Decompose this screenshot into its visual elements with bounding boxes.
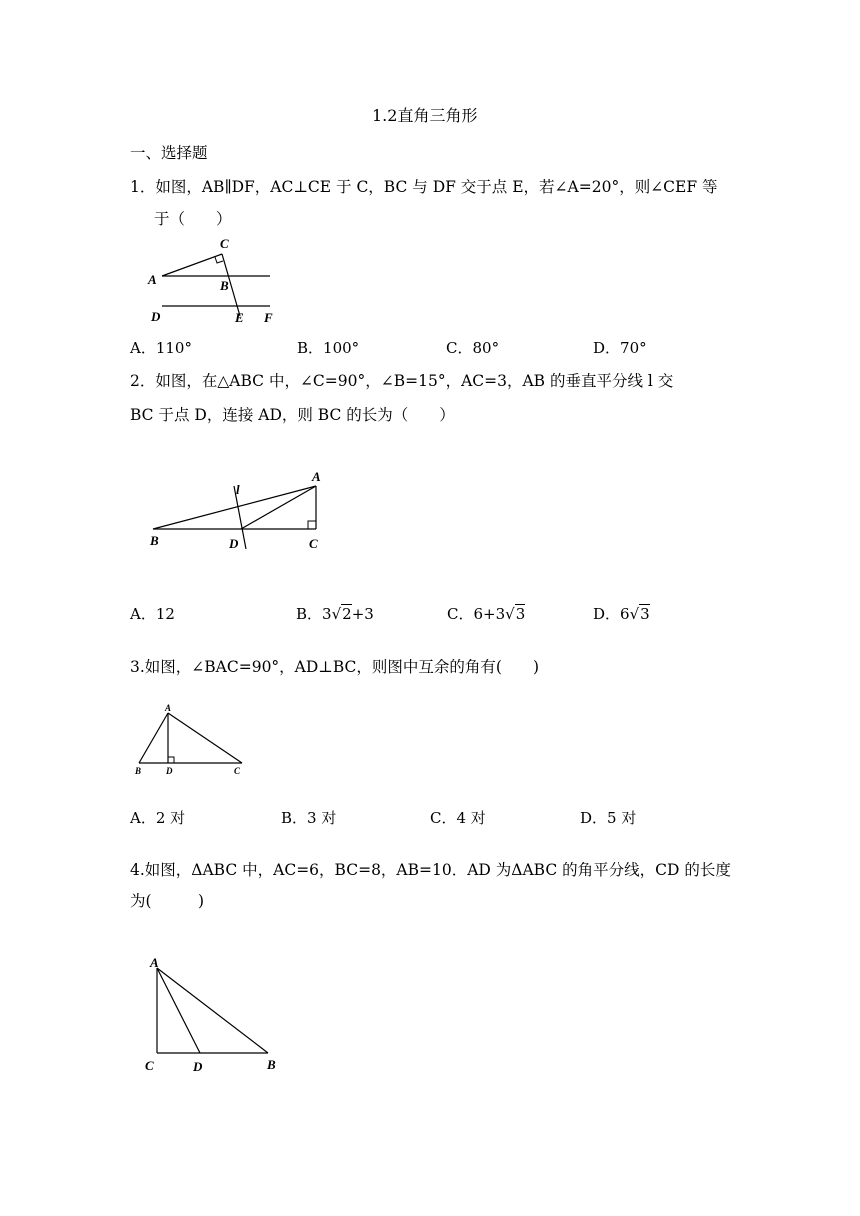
q1-option-b: B．100° [297, 339, 360, 357]
q4-label-c: C [145, 1058, 154, 1073]
q2-option-a: A．12 [130, 605, 175, 623]
q2-option-c [447, 604, 525, 624]
q2-option-c-radicand: 3 [515, 605, 526, 623]
q1-text-line2: 于（ ） [154, 210, 232, 228]
q1-label-b: B [220, 278, 229, 293]
q2-side-ab [153, 486, 316, 529]
q2-figure [145, 466, 335, 556]
q1-label-c: C [220, 236, 229, 251]
q3-option-a: A．2 对 [130, 809, 186, 827]
q2-label-a: A [312, 469, 321, 484]
q1-figure [140, 232, 290, 327]
q3-side-ab [139, 713, 168, 763]
q3-option-c: C．4 对 [430, 809, 486, 827]
q2-option-d [593, 604, 650, 624]
q4-label-a: A [150, 955, 159, 970]
q3-option-d: D．5 对 [580, 809, 637, 827]
q3-label-c: C [234, 766, 241, 776]
q1-option-c: C．80° [446, 339, 500, 357]
q2-text-line2: BC 于点 D，连接 AD，则 BC 的长为（ ） [130, 406, 455, 424]
q2-option-b-radicand: 2 [342, 605, 352, 623]
q2-option-b-suffix: +3 [351, 605, 374, 623]
q3-figure [130, 700, 255, 780]
q4-label-d: D [193, 1059, 203, 1074]
q1-label-e: E [235, 310, 244, 325]
q4-side-ab [157, 968, 268, 1053]
q3-text-line1: 3.如图，∠BAC=90°，AD⊥BC，则图中互余的角有( ) [130, 658, 540, 676]
q1-option-d: D．70° [593, 339, 647, 357]
q4-label-b: B [267, 1057, 276, 1072]
q1-label-d: D [151, 309, 161, 324]
radical-icon: √ [331, 605, 342, 623]
q2-segment-ad [241, 486, 316, 529]
q1-label-a: A [148, 272, 157, 287]
q2-option-d-radicand: 3 [640, 605, 650, 623]
q4-bisector-ad [157, 968, 200, 1053]
q2-right-angle-mark [308, 521, 316, 529]
q3-label-a: A [165, 703, 172, 713]
q1-text-line1: 1．如图，AB∥DF，AC⊥CE 于 C，BC 与 DF 交于点 E，若∠A=20°，则∠CEF 等 [130, 178, 718, 196]
q3-side-ac [168, 713, 242, 763]
q4-figure [140, 950, 290, 1080]
q2-label-l: l [236, 482, 240, 497]
q2-option-c-prefix: C．6+3 [447, 605, 506, 623]
q3-right-angle-mark [168, 757, 174, 763]
section-heading: 一、选择题 [130, 144, 208, 162]
q2-option-d-prefix: D．6 [593, 605, 630, 623]
q3-label-d: D [166, 766, 173, 776]
radical-icon: √ [629, 605, 640, 623]
q1-segment-ac [162, 254, 222, 276]
page-title: 1.2直角三角形 [372, 106, 478, 125]
q3-option-b: B．3 对 [281, 809, 337, 827]
q1-right-angle-mark [215, 257, 223, 263]
q1-label-f: F [264, 310, 273, 325]
q2-text-line1: 2．如图，在△ABC 中，∠C=90°，∠B=15°，AC=3，AB 的垂直平分线 l 交 [130, 372, 674, 390]
q2-label-d: D [229, 536, 239, 551]
radical-icon: √ [505, 605, 515, 623]
q2-option-b-prefix: B．3 [296, 605, 332, 623]
q2-option-b [296, 604, 374, 624]
q4-text-line1: 4.如图，ΔABC 中，AC=6，BC=8，AB=10．AD 为ΔABC 的角平分线，CD 的长度 [130, 861, 731, 879]
q3-label-b: B [135, 766, 142, 776]
q1-option-a: A．110° [130, 339, 192, 357]
q2-label-c: C [309, 536, 318, 551]
q2-label-b: B [150, 533, 159, 548]
q4-text-line2: 为( ) [130, 892, 205, 910]
